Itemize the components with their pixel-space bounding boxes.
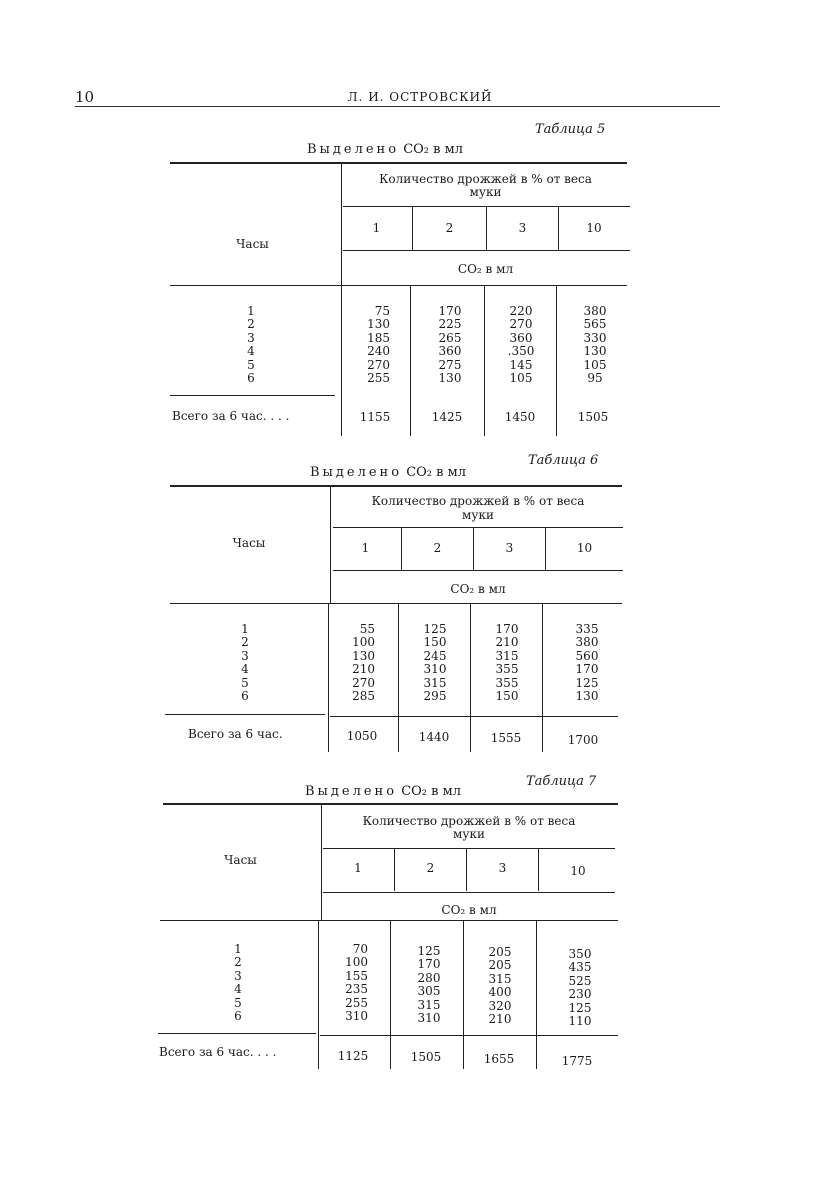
data-column: 335 380 560 170 125 130: [575, 622, 599, 704]
table-label: Таблица 5: [535, 122, 606, 137]
total-value: 1505: [577, 410, 609, 424]
total-value: 1155: [359, 410, 391, 424]
column-header: 10: [586, 221, 602, 235]
column-header: 1: [354, 861, 362, 875]
group-header: Количество дрожжей в % от веса: [371, 494, 585, 508]
data-column: 75 130 185 240 270 255: [367, 304, 390, 386]
table-title: Выделено CO₂ в мл: [305, 784, 461, 799]
row-header: Часы: [236, 237, 269, 251]
column-header: 3: [518, 221, 527, 235]
table-label: Таблица 6: [528, 453, 599, 468]
column-header: 2: [445, 221, 454, 235]
column-header: 1: [361, 541, 370, 555]
group-header: Количество дрожжей в % от веса: [362, 814, 576, 828]
total-label: Всего за 6 час.: [188, 727, 283, 741]
column-header: 3: [505, 541, 514, 555]
column-header: 10: [576, 541, 593, 555]
unit-header: CO₂ в мл: [441, 903, 497, 917]
total-value: 1425: [431, 410, 463, 424]
row-header: Часы: [224, 853, 257, 867]
data-column: 170 210 315 355 355 150: [495, 622, 519, 704]
total-label: Всего за 6 час. . . .: [159, 1045, 277, 1059]
data-column: 125 170 280 305 315 310: [417, 944, 441, 1026]
column-header: 10: [570, 864, 586, 878]
total-value: 1440: [418, 730, 450, 744]
column-header: 2: [433, 541, 442, 555]
page-number: 10: [75, 88, 95, 106]
table-title: Выделено CO₂ в мл: [310, 465, 466, 480]
total-value: 1555: [490, 731, 522, 745]
total-value: 1700: [567, 733, 599, 747]
column-header: 2: [426, 861, 435, 875]
column-header: 1: [372, 221, 381, 235]
total-value: 1655: [483, 1052, 515, 1066]
group-header: Количество дрожжей в % от веса: [379, 172, 592, 186]
total-value: 1505: [410, 1050, 442, 1064]
total-value: 1125: [337, 1049, 369, 1063]
row-header: Часы: [232, 536, 266, 550]
unit-header: CO₂ в мл: [457, 262, 514, 276]
unit-header: CO₂ в мл: [450, 582, 506, 596]
data-column: 70 100 155 235 255 310: [345, 942, 368, 1024]
data-column: 125 150 245 310 315 295: [423, 622, 447, 704]
running-head-author: Л. И. ОСТРОВСКИЙ: [347, 90, 493, 104]
hours-column: 1 2 3 4 5 6: [234, 942, 242, 1024]
header-rule: [75, 106, 720, 107]
data-column: 220 270 360 .350 145 105: [507, 304, 535, 386]
total-value: 1775: [561, 1054, 593, 1068]
group-header-line2: муки: [469, 185, 502, 199]
data-column: 55 100 130 210 270 285: [352, 622, 375, 704]
group-header-line2: муки: [462, 508, 494, 522]
group-header-line2: муки: [453, 827, 485, 841]
total-value: 1450: [504, 410, 536, 424]
hours-column: 1 2 3 4 5 6: [247, 304, 255, 386]
data-column: 380 565 330 130 105 95: [583, 304, 607, 386]
column-header: 3: [498, 861, 507, 875]
data-column: 205 205 315 400 320 210: [488, 945, 512, 1027]
hours-column: 1 2 3 4 5 6: [241, 622, 249, 704]
total-label: Всего за 6 час. . . .: [172, 409, 290, 423]
data-column: 350 435 525 230 125 110: [568, 947, 592, 1029]
table-title: Выделено CO₂ в мл: [307, 142, 463, 157]
data-column: 170 225 265 360 275 130: [438, 304, 462, 386]
table-label: Таблица 7: [526, 774, 597, 789]
total-value: 1050: [346, 729, 378, 743]
